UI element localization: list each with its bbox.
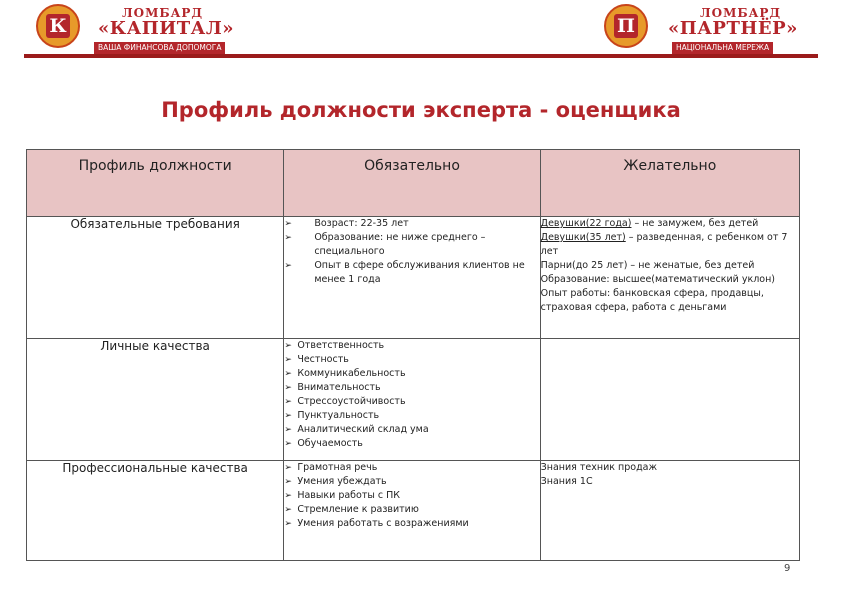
logo-name-main: «ПАРТНЁР» <box>668 18 798 39</box>
list-item <box>284 437 539 451</box>
list-item <box>284 367 539 381</box>
list-item-text: Честность <box>297 354 349 365</box>
arrow-bullet-icon: ➢ <box>284 397 292 407</box>
list-item <box>284 353 539 367</box>
desired-line: Знания 1С <box>540 476 593 487</box>
list-item <box>284 381 539 395</box>
logo-name-top: ЛОМБАРД <box>700 6 782 20</box>
column-header: Желательно <box>540 150 799 217</box>
list-item <box>284 259 539 287</box>
row-label: Обязательные требования <box>27 217 284 339</box>
profile-table <box>26 149 800 561</box>
list-item-text: Опыт в сфере обслуживания клиентов не менее 1 года <box>314 260 525 285</box>
desired-underlined: Девушки(35 лет) <box>540 232 626 243</box>
desired-line <box>541 231 799 259</box>
list-item-text: Обучаемость <box>297 438 363 449</box>
list-item <box>284 339 539 353</box>
list-item-text: Пунктуальность <box>297 410 380 421</box>
desired-line: Образование: высшее(математический уклон) <box>540 274 776 285</box>
table-row <box>27 461 800 561</box>
arrow-bullet-icon: ➢ <box>284 261 292 271</box>
list-item-text: Умения работать с возражениями <box>297 518 469 529</box>
arrow-bullet-icon: ➢ <box>284 439 292 449</box>
page-number: 9 <box>784 563 791 574</box>
arrow-bullet-icon: ➢ <box>284 463 292 473</box>
desired-cell <box>540 217 799 339</box>
logo-kapital <box>36 4 246 52</box>
arrow-bullet-icon: ➢ <box>284 411 292 421</box>
page-title: Профиль должности эксперта - оценщика <box>161 98 681 122</box>
row-label: Профессиональные качества <box>27 461 284 561</box>
table-row <box>27 339 800 461</box>
logo-tagline: НАЦІОНАЛЬНА МЕРЕЖА <box>672 42 773 54</box>
header-divider <box>24 54 818 58</box>
desired-underlined: Девушки(22 года) <box>540 218 632 229</box>
logo-name-top: ЛОМБАРД <box>122 6 204 20</box>
logo-seal-letter: К <box>46 14 70 38</box>
list-item-text: Аналитический склад ума <box>297 424 429 435</box>
list-item <box>284 461 539 475</box>
logo-seal-icon <box>604 4 648 48</box>
desired-line <box>541 217 799 231</box>
table-header-row <box>27 150 800 217</box>
arrow-bullet-icon: ➢ <box>284 491 292 501</box>
arrow-bullet-icon: ➢ <box>284 383 292 393</box>
desired-line: Парни(до 25 лет) – не женатые, без детей <box>540 260 755 271</box>
desired-text: – не замужем, без детей <box>631 218 759 229</box>
arrow-bullet-icon: ➢ <box>284 219 292 229</box>
arrow-bullet-icon: ➢ <box>284 233 292 243</box>
desired-text: – разведенная, с ребенком от 7 лет <box>540 232 788 257</box>
desired-cell <box>540 339 799 461</box>
table-row <box>27 217 800 339</box>
row-label: Личные качества <box>27 339 284 461</box>
bullet-list <box>284 339 539 451</box>
list-item <box>284 217 539 231</box>
list-item <box>284 475 539 489</box>
desired-line: Опыт работы: банковская сфера, продавцы, страховая сфера, работа с деньгами <box>540 288 764 313</box>
required-cell <box>284 339 540 461</box>
list-item <box>284 395 539 409</box>
list-item <box>284 423 539 437</box>
list-item-text: Коммуникабельность <box>297 368 406 379</box>
arrow-bullet-icon: ➢ <box>284 425 292 435</box>
list-item-text: Возраст: 22-35 лет <box>314 218 409 229</box>
list-item-text: Внимательность <box>297 382 381 393</box>
list-item <box>284 231 539 259</box>
list-item-text: Умения убеждать <box>297 476 387 487</box>
list-item <box>284 517 539 531</box>
arrow-bullet-icon: ➢ <box>284 341 292 351</box>
desired-cell <box>540 461 799 561</box>
logo-tagline: ВАША ФИНАНСОВА ДОПОМОГА <box>94 42 225 54</box>
arrow-bullet-icon: ➢ <box>284 369 292 379</box>
list-item-text: Стрессоустойчивость <box>297 396 406 407</box>
arrow-bullet-icon: ➢ <box>284 505 292 515</box>
column-header: Обязательно <box>284 150 540 217</box>
list-item-text: Стремление к развитию <box>297 504 419 515</box>
list-item-text: Ответственность <box>297 340 385 351</box>
desired-line: Знания техник продаж <box>540 462 658 473</box>
arrow-bullet-icon: ➢ <box>284 355 292 365</box>
logo-seal-letter: П <box>614 14 638 38</box>
column-header: Профиль должности <box>27 150 284 217</box>
list-item <box>284 489 539 503</box>
list-item-text: Образование: не ниже среднего – специального <box>314 232 486 257</box>
required-cell <box>284 217 540 339</box>
list-item <box>284 503 539 517</box>
list-item-text: Навыки работы с ПК <box>297 490 401 501</box>
list-item <box>284 409 539 423</box>
arrow-bullet-icon: ➢ <box>284 519 292 529</box>
logo-seal-icon <box>36 4 80 48</box>
logo-name-main: «КАПИТАЛ» <box>98 18 235 39</box>
bullet-list <box>284 217 539 287</box>
logo-partner <box>604 4 818 52</box>
required-cell <box>284 461 540 561</box>
arrow-bullet-icon: ➢ <box>284 477 292 487</box>
bullet-list <box>284 461 539 531</box>
list-item-text: Грамотная речь <box>297 462 378 473</box>
